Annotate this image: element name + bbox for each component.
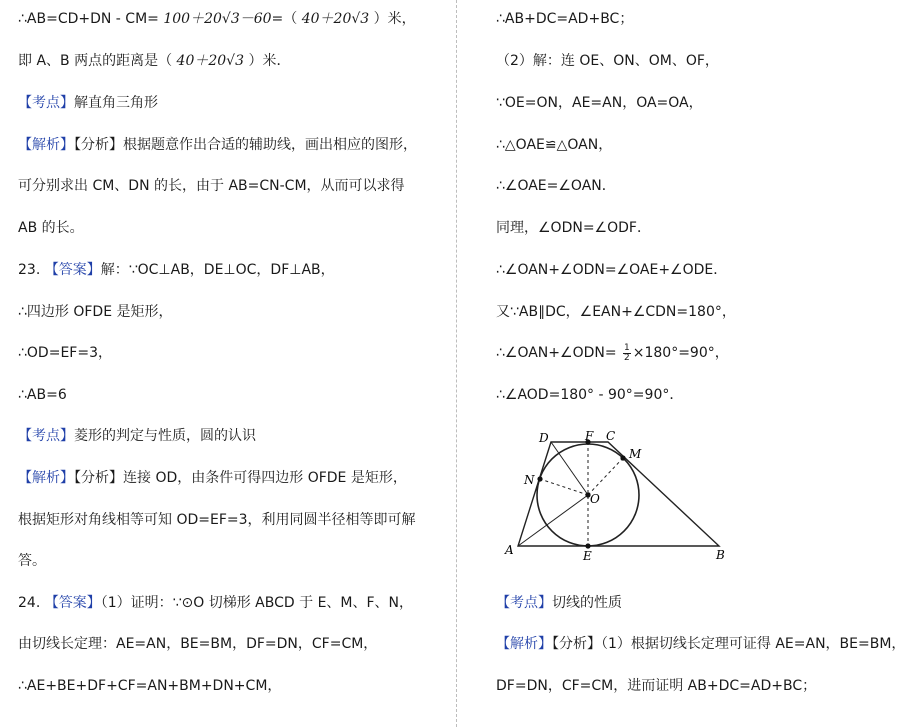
text-line: ∴∠AOD=180° - 90°=90°． — [496, 387, 684, 403]
analysis-line — [18, 135, 417, 155]
topic-line — [496, 593, 622, 613]
point-n — [537, 476, 542, 481]
text-segment: 即 A、B 两点的距离是（ — [18, 53, 177, 69]
text-segment: ）米． — [244, 53, 291, 69]
math-expression: 100＋20√3－60 — [163, 11, 272, 27]
label-m: M — [629, 447, 642, 461]
text-line: ∴AB+DC=AD+BC； — [496, 11, 634, 27]
text-segment: 解：∵OC⊥AB，DE⊥OC，DF⊥AB， — [100, 262, 335, 278]
analysis-tag: 【解析】 — [18, 137, 74, 153]
text-line: ∴AE+BE+DF+CF=AN+BM+DN+CM， — [18, 678, 282, 694]
label-d: D — [539, 431, 549, 445]
topic-line — [18, 93, 158, 113]
topic-line — [18, 426, 256, 446]
text-segment: 【分析】（1）根据切线长定理可证得 AE=AN，BE=BM， — [552, 636, 906, 652]
text-line: （2）解：连 OE、ON、OM、OF， — [496, 53, 719, 69]
text-line — [18, 9, 416, 29]
analysis-line — [18, 468, 407, 488]
math-expression: 40＋20√3 — [176, 53, 245, 69]
point-e — [585, 543, 590, 548]
text-segment: ）米， — [369, 11, 416, 27]
label-n: N — [524, 473, 535, 487]
text-segment: 菱形的判定与性质，圆的认识 — [74, 428, 256, 444]
geometry-figure — [460, 425, 920, 585]
label-c: C — [606, 429, 616, 443]
topic-tag: 【考点】 — [496, 595, 552, 611]
segment-om — [588, 458, 623, 495]
answer-tag: 【答案】 — [44, 262, 101, 278]
text-line — [18, 51, 290, 71]
text-line: ∴∠OAE=∠OAN． — [496, 178, 616, 194]
text-segment: ×180°=90°， — [632, 345, 729, 361]
text-line: 根据矩形对角线相等可知 OD=EF=3，利用同圆半径相等即可解 — [18, 512, 416, 528]
column-divider — [456, 0, 457, 727]
text-line: ∴OD=EF=3， — [18, 345, 112, 361]
text-line: AB 的长。 — [18, 220, 84, 236]
text-line: ∴四边形 OFDE 是矩形， — [18, 304, 173, 320]
text-line: 可分别求出 CM、DN 的长，由于 AB=CN-CM，从而可以求得 — [18, 178, 405, 194]
label-f: F — [585, 429, 594, 443]
segment-ao — [518, 495, 588, 546]
text-segment: （1）证明：∵⊙O 切梯形 ABCD 于 E、M、F、N， — [100, 595, 414, 611]
text-line: ∴∠OAN+∠ODN=∠OAE+∠ODE． — [496, 262, 728, 278]
text-segment: 解直角三角形 — [74, 95, 158, 111]
text-segment: 【分析】根据题意作出合适的辅助线，画出相应的图形， — [74, 137, 417, 153]
text-line: 同理，∠ODN=∠ODF． — [496, 220, 651, 236]
text-line: ∴AB=6 — [18, 387, 67, 403]
answer-line — [18, 260, 335, 280]
answer-line — [18, 593, 413, 613]
topic-tag: 【考点】 — [18, 428, 74, 444]
text-line: 答。 — [18, 553, 46, 569]
answer-tag: 【答案】 — [44, 595, 101, 611]
fraction-denominator: 2 — [624, 352, 630, 363]
fraction-half — [623, 344, 631, 363]
label-a: A — [505, 543, 514, 557]
question-number: 23. — [18, 262, 45, 278]
text-line: DF=DN，CF=CM，进而证明 AB+DC=AD+BC； — [496, 678, 817, 694]
label-b: B — [716, 548, 725, 562]
text-line: ∴△OAE≌△OAN， — [496, 137, 613, 153]
fraction-numerator: 1 — [624, 342, 630, 353]
math-expression: 40＋20√3 — [301, 11, 370, 27]
text-line: 由切线长定理：AE=AN，BE=BM，DF=DN，CF=CM， — [18, 636, 378, 652]
text-line: 又∵AB∥DC，∠EAN+∠CDN=180°， — [496, 304, 736, 320]
point-m — [620, 455, 625, 460]
analysis-line — [496, 634, 905, 654]
text-segment: 切线的性质 — [552, 595, 622, 611]
trapezoid-abcd — [518, 442, 719, 546]
label-o: O — [590, 492, 600, 506]
text-segment: 【分析】连接 OD，由条件可得四边形 OFDE 是矩形， — [74, 470, 407, 486]
analysis-tag: 【解析】 — [496, 636, 552, 652]
question-number: 24. — [18, 595, 45, 611]
segment-do — [551, 442, 588, 495]
text-segment: ∴AB=CD+DN - CM= — [18, 11, 164, 27]
segment-on — [540, 479, 588, 495]
label-e: E — [583, 549, 592, 563]
analysis-tag: 【解析】 — [18, 470, 74, 486]
text-segment: =（ — [271, 11, 302, 27]
text-line: ∵OE=ON，AE=AN，OA=OA， — [496, 95, 703, 111]
topic-tag: 【考点】 — [18, 95, 74, 111]
text-segment: ∴∠OAN+∠ODN= — [496, 345, 622, 361]
text-line — [496, 343, 729, 363]
